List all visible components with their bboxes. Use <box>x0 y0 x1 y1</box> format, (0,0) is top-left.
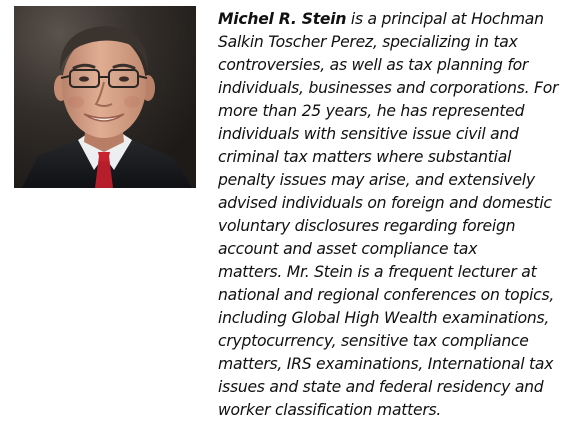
bio-line: issues and state and federal residency and <box>218 378 544 396</box>
bio-line: controversies, as well as tax planning for <box>218 56 529 74</box>
bio-line: worker classification matters. <box>218 401 442 419</box>
bio-line: more than 25 years, he has represented <box>218 102 525 120</box>
bio-line: individuals with sensitive issue civil and <box>218 125 519 143</box>
bio-paragraph <box>218 8 582 422</box>
person-name: Michel R. Stein <box>218 10 347 28</box>
headshot-photo <box>14 6 196 188</box>
bio-line: including Global High Wealth examinations, <box>218 309 550 327</box>
bio-line: criminal tax matters where substantial <box>218 148 512 166</box>
bio-line <box>218 8 582 31</box>
bio-line: cryptocurrency, sensitive tax compliance <box>218 332 529 350</box>
bio-line: penalty issues may arise, and extensively <box>218 171 535 189</box>
bio-line: national and regional conferences on topics, <box>218 286 555 304</box>
bio-line: individuals, businesses and corporations. For <box>218 79 559 97</box>
bio-line: Salkin Toscher Perez, specializing in tax <box>218 33 518 51</box>
bio-line-text: is a principal at Hochman <box>346 10 544 28</box>
bio-line: matters, IRS examinations, International tax <box>218 355 554 373</box>
bio-line: advised individuals on foreign and domestic <box>218 194 552 212</box>
bio-line: voluntary disclosures regarding foreign <box>218 217 516 235</box>
bio-line: account and asset compliance tax <box>218 240 478 258</box>
bio-line: matters. Mr. Stein is a frequent lecturer at <box>218 263 537 281</box>
